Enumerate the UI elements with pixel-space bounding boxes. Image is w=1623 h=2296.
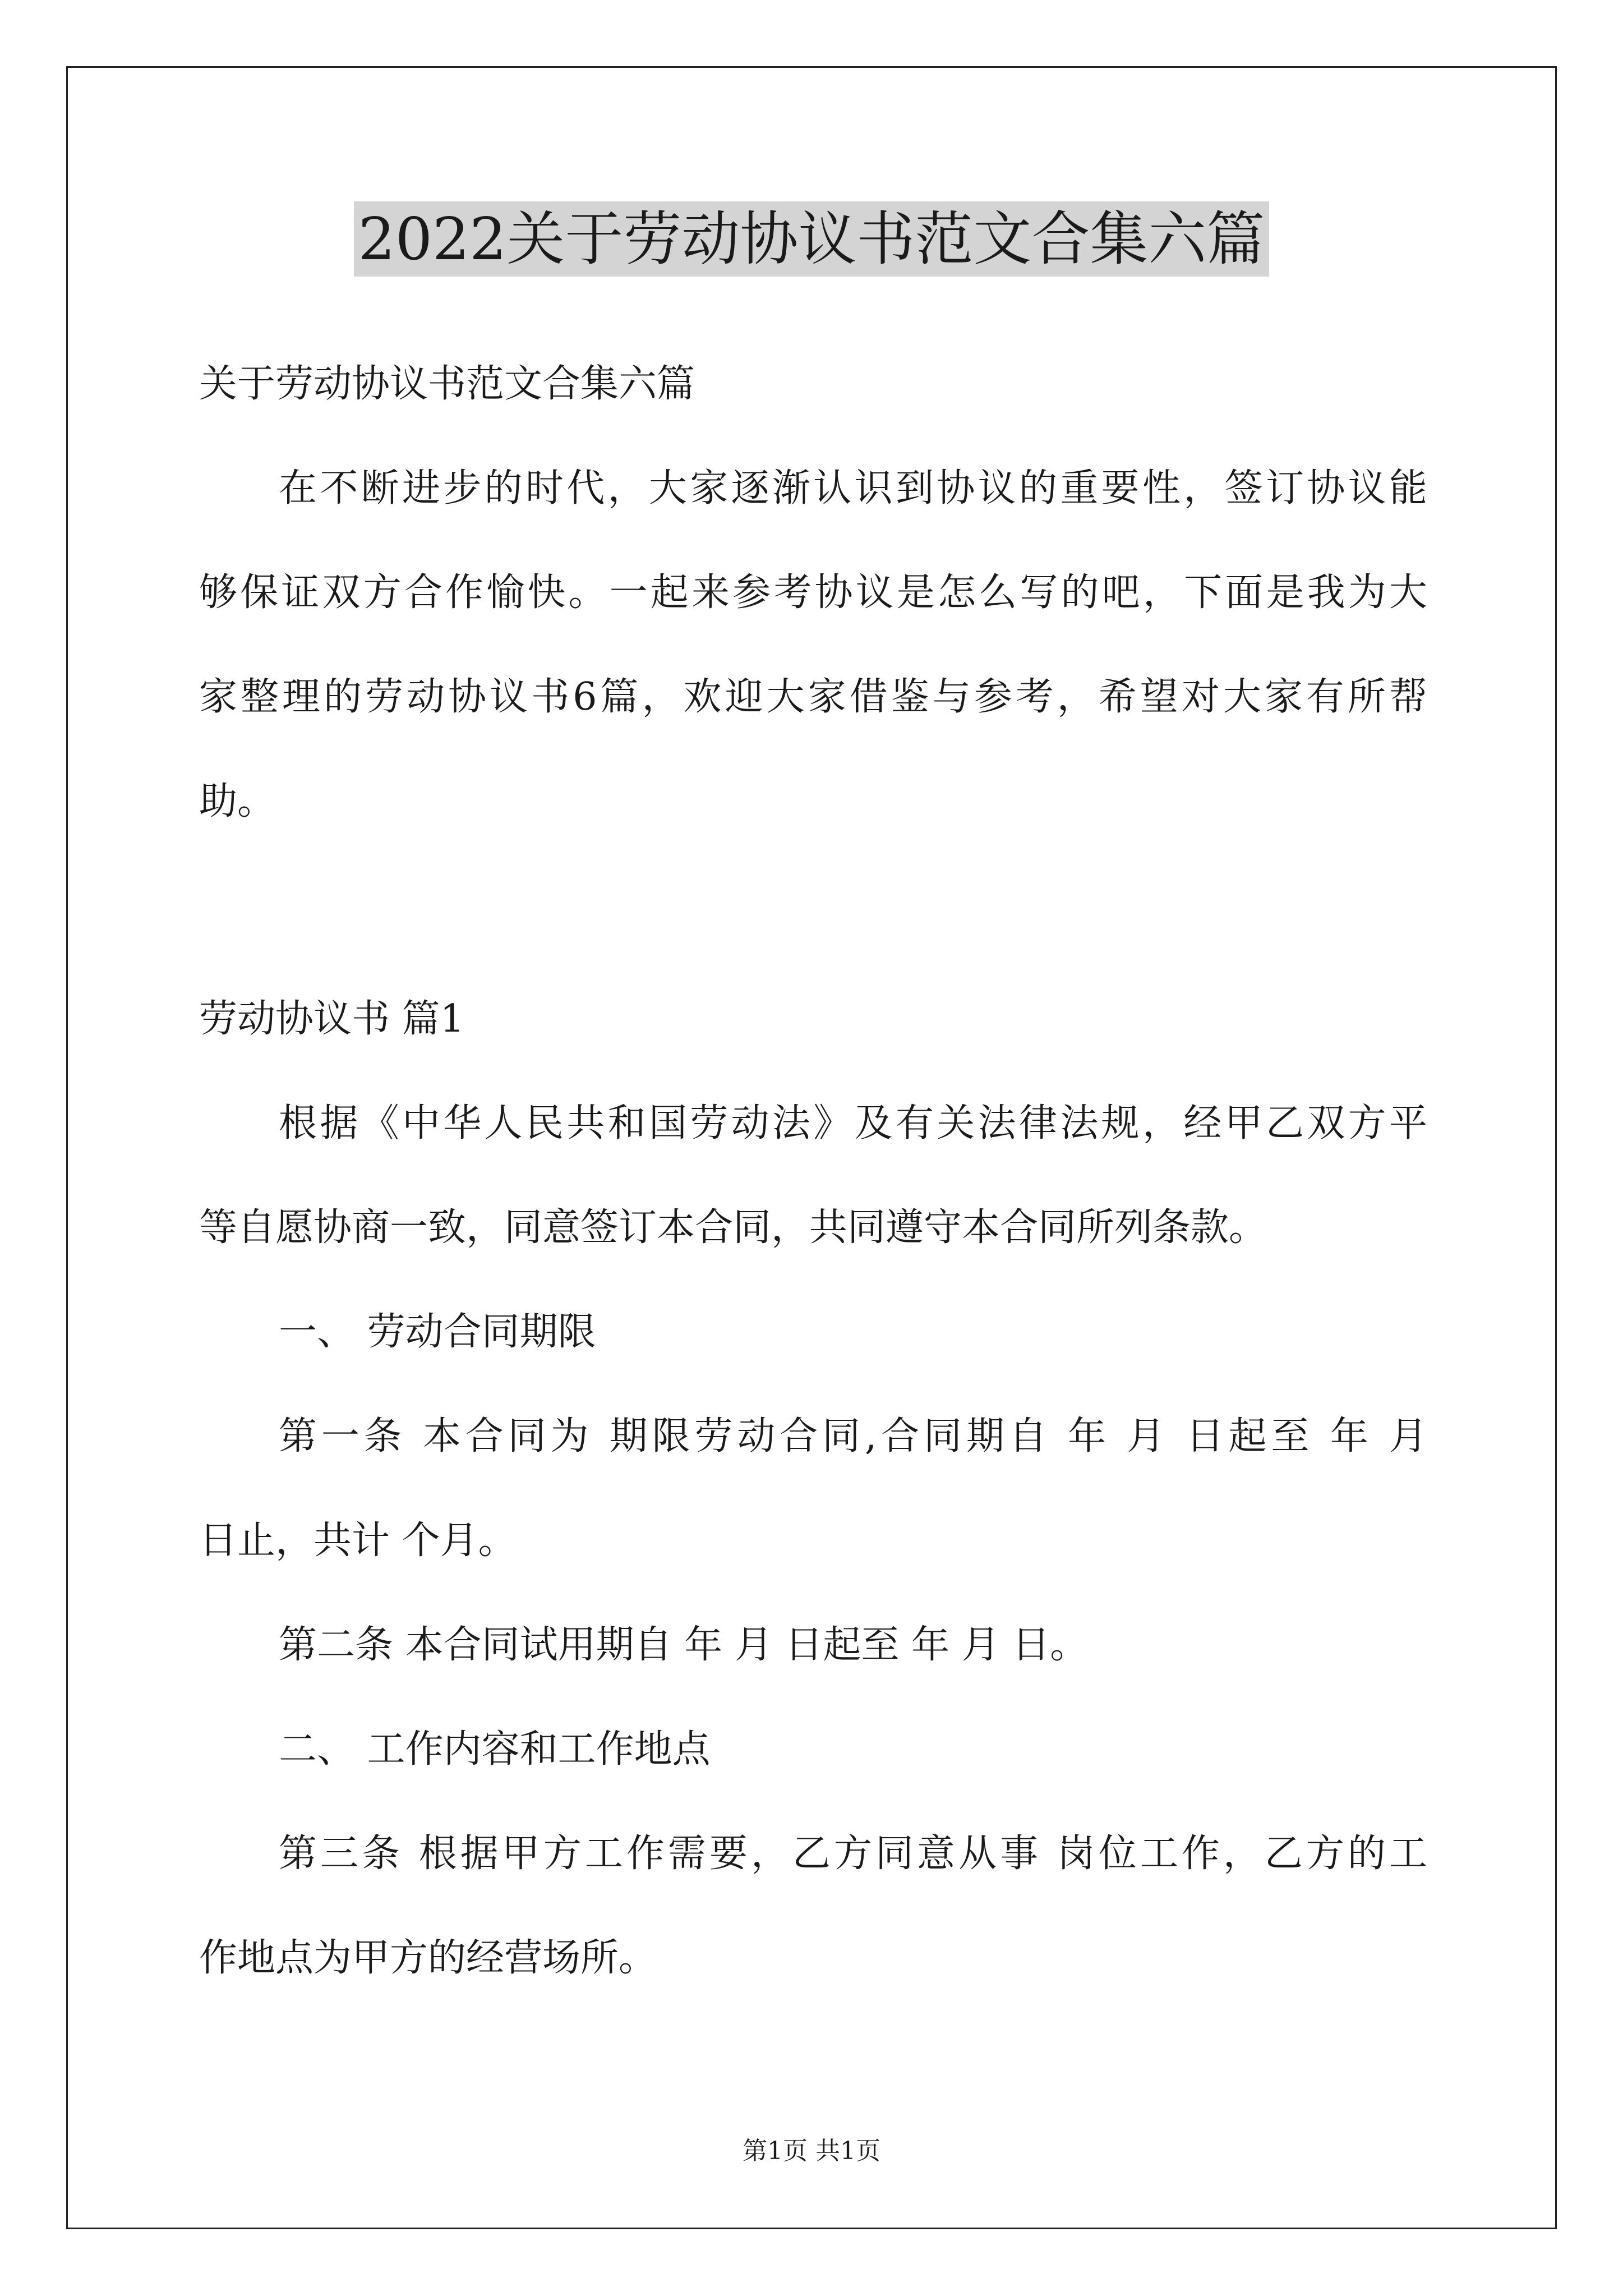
page-footer: 第1页 共1页 — [743, 2137, 880, 2165]
intro-line-3: 家整理的劳动协议书6篇，欢迎大家借鉴与参考，希望对大家有所帮 — [199, 675, 1427, 719]
intro-line-1: 在不断进步的时代，大家逐渐认识到协议的重要性，签订协议能 — [279, 466, 1427, 510]
page-title — [0, 200, 1623, 278]
body-line-5: 日止，共计 个月。 — [199, 1519, 517, 1563]
intro-line-4: 助。 — [199, 779, 276, 823]
body-line-9: 作地点为甲方的经营场所。 — [199, 1936, 657, 1980]
body-line-7: 二、 工作内容和工作地点 — [279, 1727, 711, 1772]
body-line-2: 等自愿协商一致，同意签订本合同，共同遵守本合同所列条款。 — [199, 1205, 1267, 1250]
body-line-8: 第三条 根据甲方工作需要，乙方同意从事 岗位工作，乙方的工 — [279, 1832, 1427, 1876]
intro-line-2: 够保证双方合作愉快。一起来参考协议是怎么写的吧，下面是我为大 — [199, 570, 1427, 615]
page-title-text: 2022关于劳动协议书范文合集六篇 — [354, 201, 1270, 277]
body-line-4: 第一条 本合同为 期限劳动合同,合同期自 年 月 日起至 年 月 — [279, 1414, 1427, 1458]
body-line-1: 根据《中华人民共和国劳动法》及有关法律法规，经甲乙双方平 — [279, 1101, 1427, 1145]
document-subtitle: 关于劳动协议书范文合集六篇 — [199, 362, 695, 406]
body-line-3: 一、 劳动合同期限 — [279, 1310, 596, 1354]
section-heading: 劳动协议书 篇1 — [199, 997, 464, 1041]
body-line-6: 第二条 本合同试用期自 年 月 日起至 年 月 日。 — [279, 1623, 1089, 1667]
